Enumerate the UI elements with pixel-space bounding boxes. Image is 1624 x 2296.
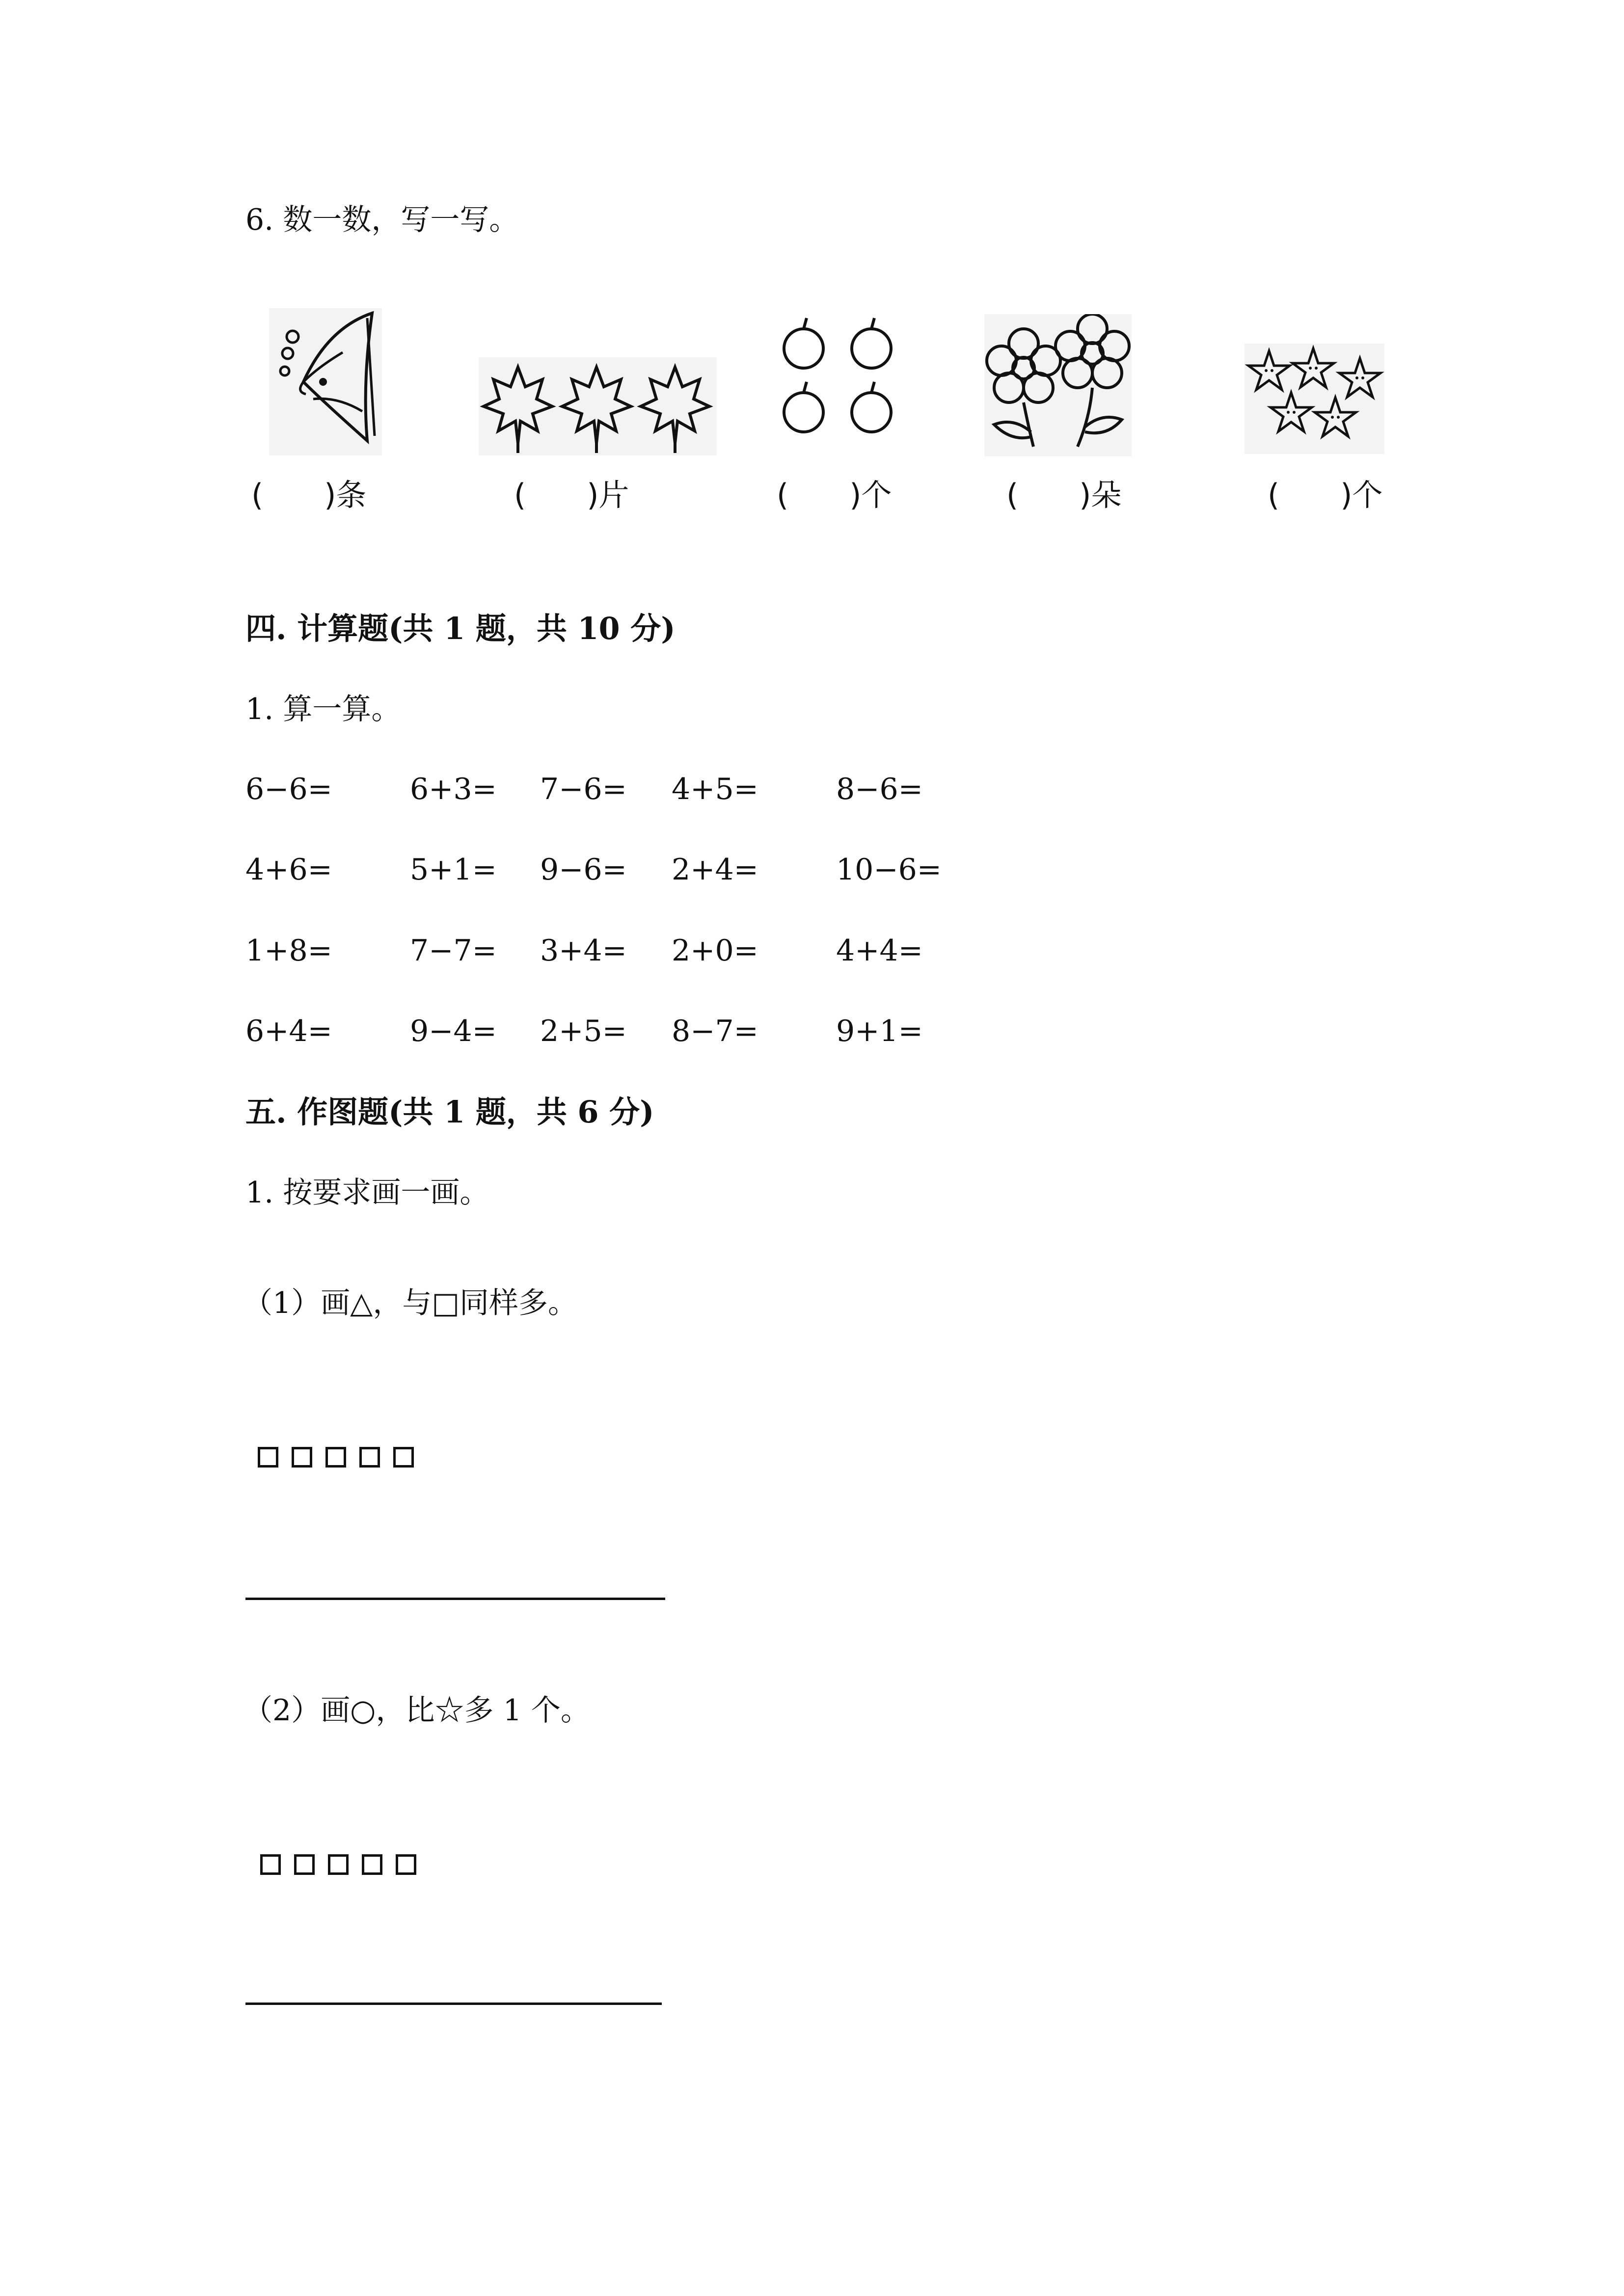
count-label-stars: ( )个 [1268, 477, 1383, 513]
square-shape [359, 1447, 380, 1468]
square-shape [393, 1447, 414, 1468]
part-2-instruction: （2）画○，比☆多 1 个。 [243, 1693, 590, 1728]
equation: 6+3= [410, 772, 497, 806]
flower-icon [984, 314, 1132, 456]
equation: 6+4= [245, 1014, 332, 1048]
equation: 10−6= [836, 853, 942, 887]
equation: 4+6= [245, 853, 332, 887]
question-1-title: 1. 按要求画一画。 [245, 1175, 489, 1210]
square-shape [260, 1854, 281, 1875]
count-label-apples: ( )个 [777, 477, 892, 513]
count-label-fish: ( )条 [251, 477, 367, 513]
equation: 1+8= [245, 934, 332, 968]
count-label-leaves: ( )片 [514, 477, 629, 513]
section-4-heading: 四. 计算题(共 1 题，共 10 分) [245, 611, 676, 646]
equation: 8−6= [836, 772, 923, 806]
equation: 8−7= [672, 1014, 758, 1048]
fish-icon [269, 308, 382, 455]
square-shape [294, 1854, 315, 1875]
equation: 9−4= [410, 1014, 497, 1048]
equation: 2+5= [540, 1014, 627, 1048]
square-shape [325, 1447, 346, 1468]
apple-icon [778, 314, 896, 442]
part-1-instruction: （1）画△，与□同样多。 [243, 1286, 578, 1320]
square-row [260, 1854, 416, 1875]
answer-line[interactable] [245, 2002, 662, 2005]
square-shape [258, 1447, 278, 1468]
equation: 9−6= [540, 853, 627, 887]
equation: 2+0= [672, 934, 758, 968]
equation: 3+4= [540, 934, 627, 968]
question-6-title: 6. 数一数，写一写。 [245, 203, 519, 237]
equation: 9+1= [836, 1014, 923, 1048]
square-shape [328, 1854, 349, 1875]
square-shape [396, 1854, 416, 1875]
equation: 4+4= [836, 934, 923, 968]
answer-line[interactable] [245, 1598, 665, 1600]
section-5-heading: 五. 作图题(共 1 题，共 6 分) [245, 1094, 654, 1130]
question-1-title: 1. 算一算。 [245, 692, 401, 726]
maple-leaf-icon [479, 357, 717, 455]
square-row [258, 1447, 414, 1468]
equation: 7−6= [540, 772, 627, 806]
square-shape [362, 1854, 382, 1875]
equation: 2+4= [672, 853, 758, 887]
count-label-flowers: ( )朵 [1006, 477, 1122, 513]
star-icon [1245, 344, 1384, 454]
square-shape [292, 1447, 312, 1468]
equation: 5+1= [410, 853, 497, 887]
equation: 6−6= [245, 772, 332, 806]
equation: 7−7= [410, 934, 497, 968]
equation: 4+5= [672, 772, 758, 806]
